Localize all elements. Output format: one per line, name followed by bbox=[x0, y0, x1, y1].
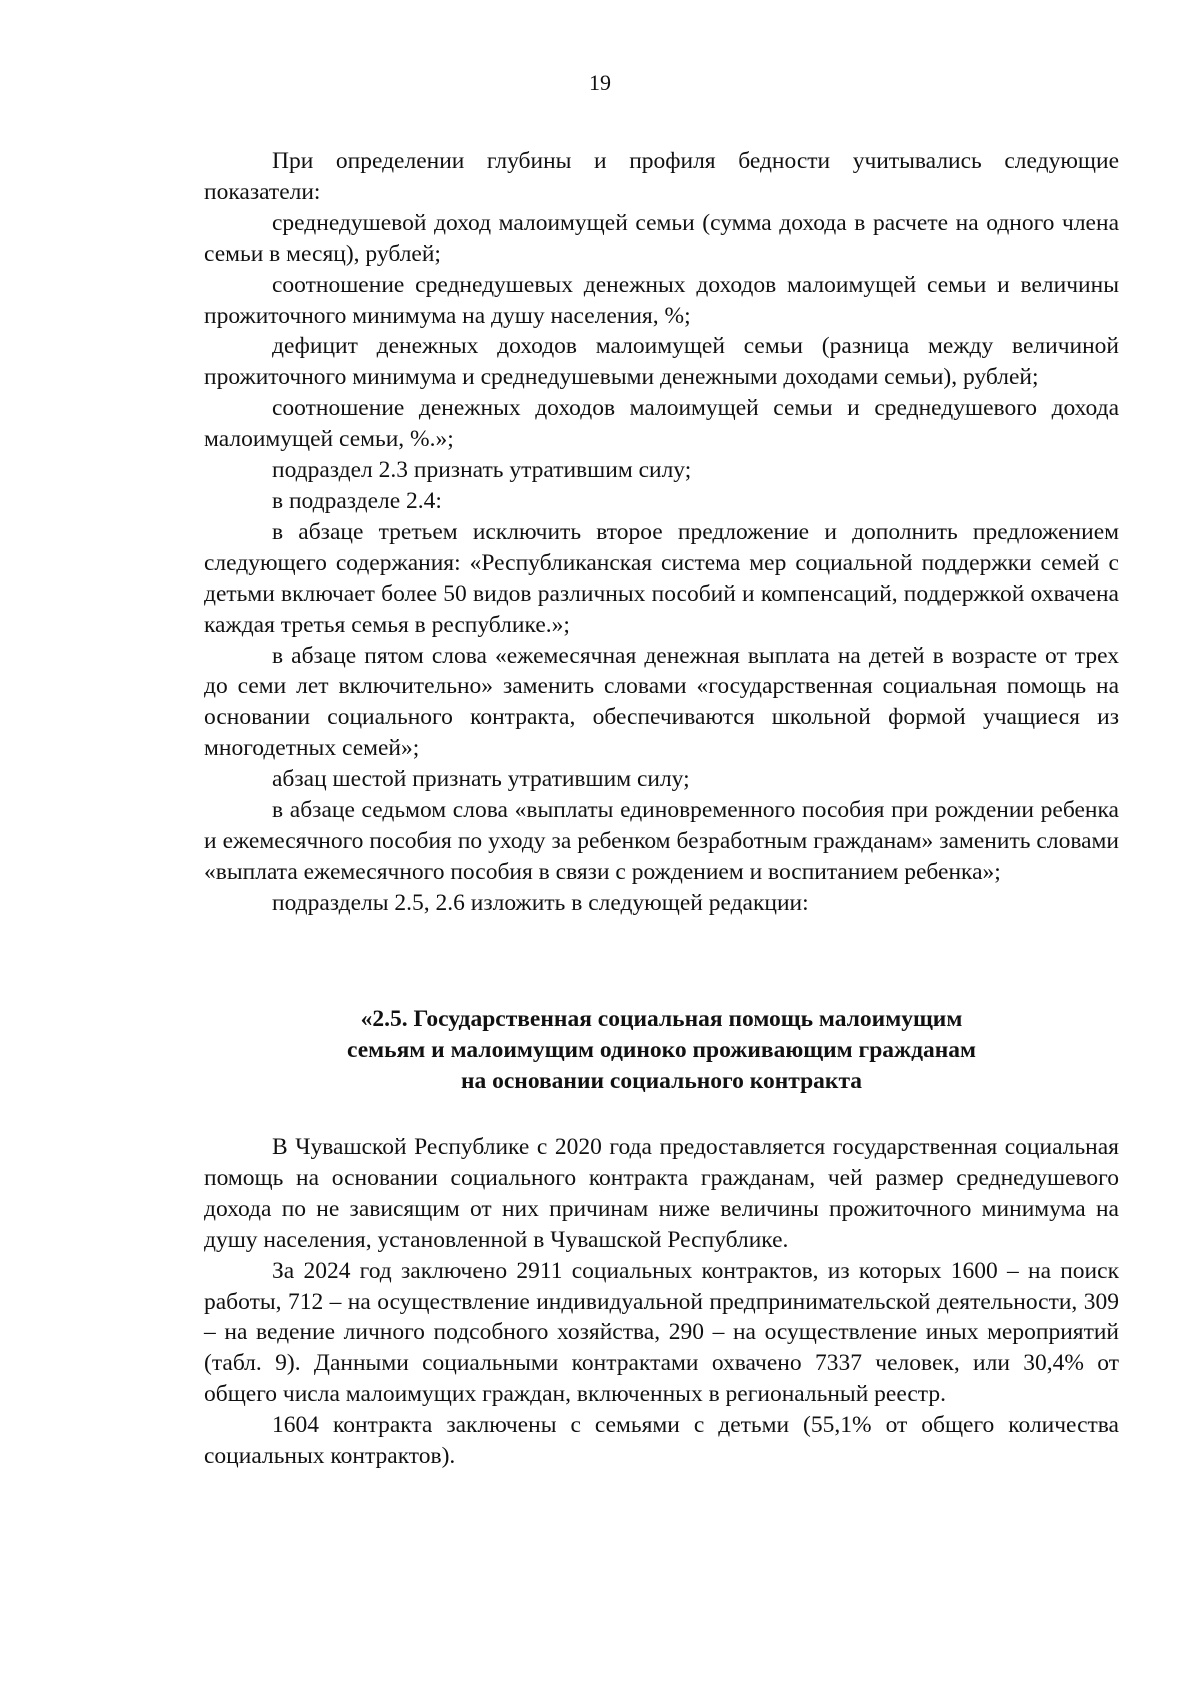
body-text-bottom bbox=[204, 1132, 1119, 1472]
paragraph: в подразделе 2.4: bbox=[272, 487, 442, 514]
page-number: 19 bbox=[589, 70, 611, 95]
paragraph: соотношение среднедушевых денежных доходов малоимущей семьи и величины прожиточного минимума на душу населения, %; bbox=[204, 271, 1119, 329]
paragraph: абзац шестой признать утратившим силу; bbox=[272, 766, 690, 793]
paragraph: подразделы 2.5, 2.6 изложить в следующей редакции: bbox=[272, 889, 809, 916]
section-heading bbox=[204, 1004, 1119, 1097]
section-heading-line: семьям и малоимущим одиноко проживающим гражданам bbox=[346, 1037, 976, 1063]
paragraph: дефицит денежных доходов малоимущей семьи (разница между величиной прожиточного минимума и среднедушевыми денежными доходами семьи), рублей; bbox=[204, 333, 1119, 391]
paragraph: среднедушевой доход малоимущей семьи (сумма дохода в расчете на одного члена семьи в месяц), рублей; bbox=[204, 209, 1119, 267]
paragraph: В Чувашской Республике с 2020 года предоставляется государственная социальная помощь на основании социального контракта гражданам, чей размер среднедушевого дохода по не зависящим от них причинам ниже величины прожиточного минимума на душу населения, установленной в Чувашской Республике. bbox=[204, 1134, 1119, 1253]
paragraph: За 2024 год заключено 2911 социальных контрактов, из которых 1600 – на поиск работы, 712 – на осуществление индивидуальной предпринимательской деятельности, 309 – на ведение личного подсобного хозяйства, 290 – на осуществление иных мероприятий (табл. 9). Данными социальными контрактами охвачено 7337 человек, или 30,4% от общего числа малоимущих граждан, включенных в региональный реестр. bbox=[204, 1257, 1119, 1408]
paragraph: 1604 контракта заключены с семьями с детьми (55,1% от общего количества социальных контрактов). bbox=[204, 1412, 1119, 1470]
paragraph: в абзаце пятом слова «ежемесячная денежная выплата на детей в возрасте от трех до семи лет включительно» заменить словами «государственная социальная помощь на основании социального контракта, обеспечиваются школьной формой учащиеся из многодетных семей»; bbox=[204, 642, 1119, 762]
paragraph: в абзаце седьмом слова «выплаты единовременного пособия при рождении ребенка и ежемесячного пособия по уходу за ребенком безработным гражданам» заменить словами «выплата ежемесячного пособия в связи с рождением и воспитанием ребенка»; bbox=[204, 797, 1119, 885]
section-heading-line: «2.5. Государственная социальная помощь малоимущим bbox=[360, 1006, 963, 1032]
paragraph: соотношение денежных доходов малоимущей семьи и среднедушевого дохода малоимущей семьи, %.»; bbox=[204, 395, 1119, 453]
body-text-top bbox=[204, 146, 1119, 919]
paragraph: При определении глубины и профиля бедности учитывались следующие показатели: bbox=[204, 148, 1119, 205]
paragraph: подраздел 2.3 признать утратившим силу; bbox=[272, 457, 692, 484]
section-heading-line: на основании социального контракта bbox=[460, 1068, 863, 1094]
paragraph: в абзаце третьем исключить второе предложение и дополнить предложением следующего содержания: «Республиканская система мер социальной поддержки семей с детьми включает более 50 видов различных пособий и компенсаций, поддержкой охвачена каждая третья семья в республике.»; bbox=[204, 518, 1119, 638]
